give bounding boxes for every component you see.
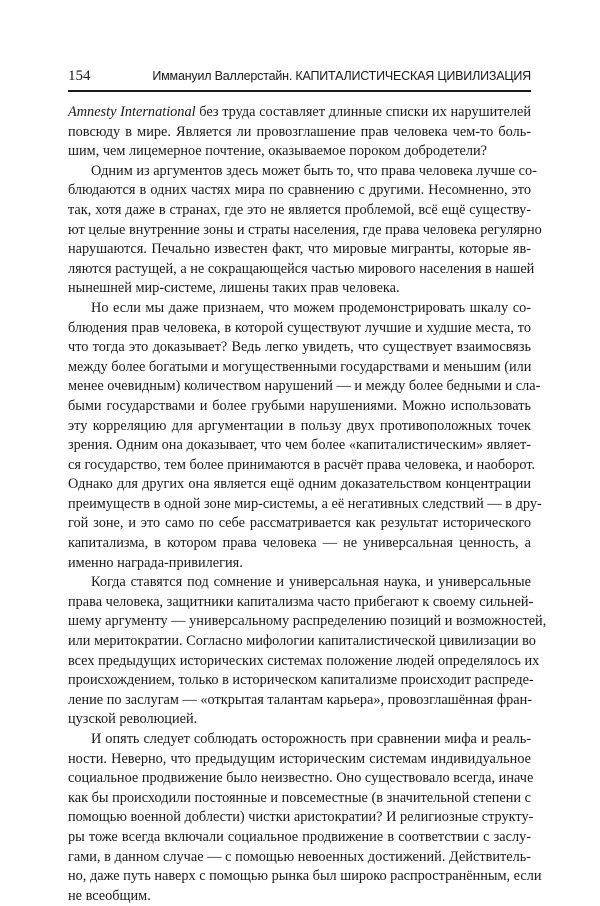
body-text: [68, 103, 547, 906]
line-text: гами, в данном случае — с помощью невоенных достижений. Действитель-: [68, 848, 531, 865]
line-text: зрения. Одним она доказывает, что чем более «капиталистическим» являет-: [68, 437, 531, 454]
line-text: происхождением, только в историческом капитализме происходит распреде-: [68, 672, 534, 689]
text-line: [68, 397, 531, 417]
line-text: ление по заслугам — «открытая талантам карьера», провозглашённая фран-: [68, 691, 533, 708]
paragraph: [68, 299, 542, 573]
text-line: [68, 828, 531, 848]
line-text: социальное продвижение было неизвестно. Оно существовало всегда, иначе: [68, 770, 534, 787]
line-text: шему аргументу — универсальному распределению позиций и возможностей,: [68, 613, 547, 630]
line-text: нарушаются. Печально известен факт, что мировые мигранты, которые яв-: [68, 241, 531, 258]
line-text: Одним из аргументов здесь может быть то, что права человека лучше со-: [91, 162, 537, 179]
text-line: [68, 808, 534, 828]
text-line: [68, 848, 531, 868]
line-text: ности. Неверно, что предыдущим историческим системам индивидуальное: [68, 750, 531, 767]
line-text: так, хотя даже в странах, где это не является проблемой, всё ещё существу-: [68, 201, 531, 218]
line-text: эту корреляцию для аргументации в пользу двух противоположных точек: [68, 417, 531, 434]
text-line: [68, 612, 547, 632]
running-header: [68, 68, 531, 92]
text-line: [68, 221, 542, 241]
text-line: [68, 201, 531, 221]
paragraph: [68, 162, 542, 299]
line-text: И опять следует соблюдать осторожность при сравнении мифа и реаль-: [91, 731, 531, 747]
text-line: [68, 338, 531, 358]
text-line: [68, 299, 531, 319]
line-text: всех предыдущих исторических системах положение людей определялось их: [68, 652, 540, 669]
line-text: права человека, защитники капитализма часто прибегают к своему сильней-: [68, 593, 534, 610]
text-line: [68, 867, 542, 887]
line-text: помощью военной доблести) чистки аристократии? И религиозные структу-: [68, 809, 534, 826]
book-page: [68, 68, 547, 906]
line-text: шим, чем лицемерное почтение, оказываемое пороком добродетели?: [68, 143, 488, 160]
line-text: Однако для других она является ещё одним доказательством концентрации: [68, 476, 531, 493]
text-line: [68, 769, 534, 789]
text-line: [68, 123, 531, 143]
line-text: как бы происходили постоянные и повсеместные (в значительной степени с: [68, 789, 531, 806]
text-line: [68, 730, 531, 750]
line-text: не всеобщим.: [68, 887, 151, 904]
paragraph: [68, 103, 531, 162]
line-text: ся государство, тем более принимаются в расчёт права человека, и наоборот.: [68, 456, 536, 473]
line-text: блюдения прав человека, в которой существуют лучшие и худшие места, то: [68, 319, 531, 336]
line-text: ры тоже всегда включали социальное продвижение в соответствии с заслу-: [68, 828, 531, 845]
text-line: [68, 632, 536, 652]
line-text: ляются растущей, а не сокращающейся частью мирового населения в нашей: [68, 260, 535, 277]
text-line: [68, 671, 534, 691]
line-text: именно награда-привилегия.: [68, 554, 243, 571]
text-line: [68, 710, 531, 730]
line-text: менее очевидным) количеством нарушений — и между более бедными и сла-: [68, 378, 541, 395]
paragraph: [68, 730, 542, 906]
text-line: [68, 456, 536, 476]
text-line: [68, 593, 534, 613]
line-text: без труда составляет длинные списки их нарушителей: [195, 104, 532, 120]
line-text: капитализма, в котором права человека — не универсальная ценность, а: [68, 535, 531, 552]
italic-term: Amnesty International: [68, 104, 196, 120]
text-line: [68, 417, 531, 437]
line-text: что тогда это доказывает? Ведь легко увидеть, что существует взаимосвязь: [68, 339, 531, 356]
page-number: 154: [68, 68, 91, 84]
text-line: [68, 142, 531, 162]
line-text: быми государствами и более грубыми нарушениями. Можно использовать: [68, 397, 531, 414]
line-text: между более богатыми и могущественными государствами и меньшим (или: [68, 358, 532, 375]
text-line: [68, 750, 531, 770]
line-text: ют целые внутренние зоны и страты населения, где права человека регулярно: [68, 221, 542, 238]
line-text: или меритократии. Согласно мифологии капиталистической цивилизации во: [68, 633, 536, 650]
text-line: [68, 103, 531, 123]
text-line: [68, 691, 531, 711]
text-line: [68, 789, 531, 809]
text-line: [68, 652, 540, 672]
line-text: цузской революцией.: [68, 711, 198, 728]
text-line: [68, 534, 531, 554]
text-line: [68, 260, 535, 280]
paragraph: [68, 573, 547, 730]
line-text: но, даже путь наверх с помощью рынка был широко распространённым, если: [68, 868, 542, 885]
text-line: [68, 475, 531, 495]
text-line: [68, 554, 531, 574]
text-line: [68, 358, 531, 378]
line-text: блюдаются в одних частях мира по сравнению с другими. Несомненно, это: [68, 182, 531, 199]
text-line: [68, 240, 531, 260]
text-line: [68, 887, 531, 906]
text-line: [68, 436, 531, 456]
line-text: гой зоне, и это само по себе рассматривается как результат исторического: [68, 515, 531, 532]
line-text: нынешней мир-системе, лишены таких прав человека.: [68, 280, 400, 297]
running-title: Иммануил Валлерстайн. КАПИТАЛИСТИЧЕСКАЯ ЦИВИЛИЗАЦИЯ: [152, 69, 531, 83]
text-line: [68, 573, 531, 593]
text-line: [68, 514, 531, 534]
text-line: [68, 495, 542, 515]
text-line: [68, 319, 531, 339]
line-text: повсюду в мире. Является ли провозглашение прав человека чем-то боль-: [68, 123, 531, 140]
line-text: Но если мы даже признаем, что можем продемонстрировать шкалу со-: [91, 299, 531, 316]
text-line: [68, 162, 537, 182]
line-text: Когда ставятся под сомнение и универсальная наука, и универсальные: [91, 574, 531, 591]
text-line: [68, 377, 541, 397]
line-text: преимуществ в одной зоне мир-системы, а её негативных следствий — в дру-: [68, 495, 542, 512]
text-line: [68, 181, 531, 201]
text-line: [68, 279, 531, 299]
